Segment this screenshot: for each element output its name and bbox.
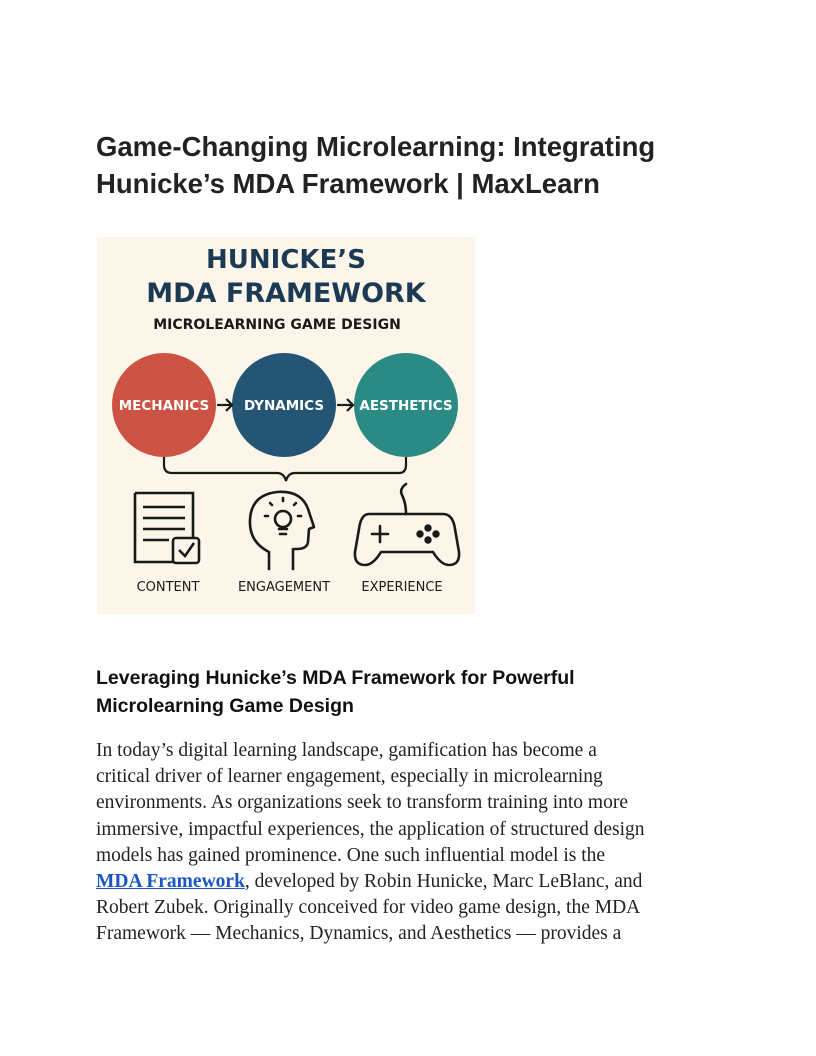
section-heading-line-1: Leveraging Hunicke’s MDA Framework for Powerful: [96, 667, 575, 689]
section-heading: [96, 664, 736, 720]
infographic-title-line-2: MDA FRAMEWORK: [146, 278, 426, 309]
aesthetics-label: AESTHETICS: [359, 398, 453, 414]
paragraph-line: models has gained prominence. One such influential model is the: [96, 844, 606, 866]
paragraph-line-rest: , developed by Robin Hunicke, Marc LeBlanc, and: [244, 871, 643, 893]
mda-framework-infographic: [97, 237, 475, 614]
infographic-title-line-1: HUNICKE’S: [206, 245, 366, 275]
page-title: [96, 128, 736, 202]
paragraph-line: Robert Zubek. Originally conceived for video game design, the MDA: [96, 897, 641, 919]
body-paragraph: [96, 738, 736, 948]
paragraph-line: Framework — Mechanics, Dynamics, and Aesthetics — provides a: [96, 923, 622, 945]
infographic-subtitle: MICROLEARNING GAME DESIGN: [153, 317, 401, 333]
dynamics-label: DYNAMICS: [243, 398, 325, 414]
page-title-line-1: Game-Changing Microlearning: Integrating: [96, 131, 656, 162]
engagement-label: ENGAGEMENT: [237, 580, 331, 595]
paragraph-line-with-link: [96, 869, 736, 895]
section-heading-line-2: Microlearning Game Design: [96, 695, 354, 717]
paragraph-line: In today’s digital learning landscape, gamification has become a: [96, 740, 597, 761]
page-title-line-2: Hunicke’s MDA Framework | MaxLearn: [96, 168, 600, 199]
mda-framework-link[interactable]: MDA Framework: [96, 871, 245, 893]
paragraph-line: environments. As organizations seek to transform training into more: [96, 792, 628, 814]
infographic-svg: [97, 237, 475, 614]
mechanics-label: MECHANICS: [118, 398, 210, 414]
experience-label: EXPERIENCE: [361, 580, 443, 595]
paragraph-line: critical driver of learner engagement, especially in microlearning: [96, 766, 603, 788]
paragraph-line: immersive, impactful experiences, the application of structured design: [96, 818, 645, 840]
content-label: CONTENT: [136, 580, 200, 595]
